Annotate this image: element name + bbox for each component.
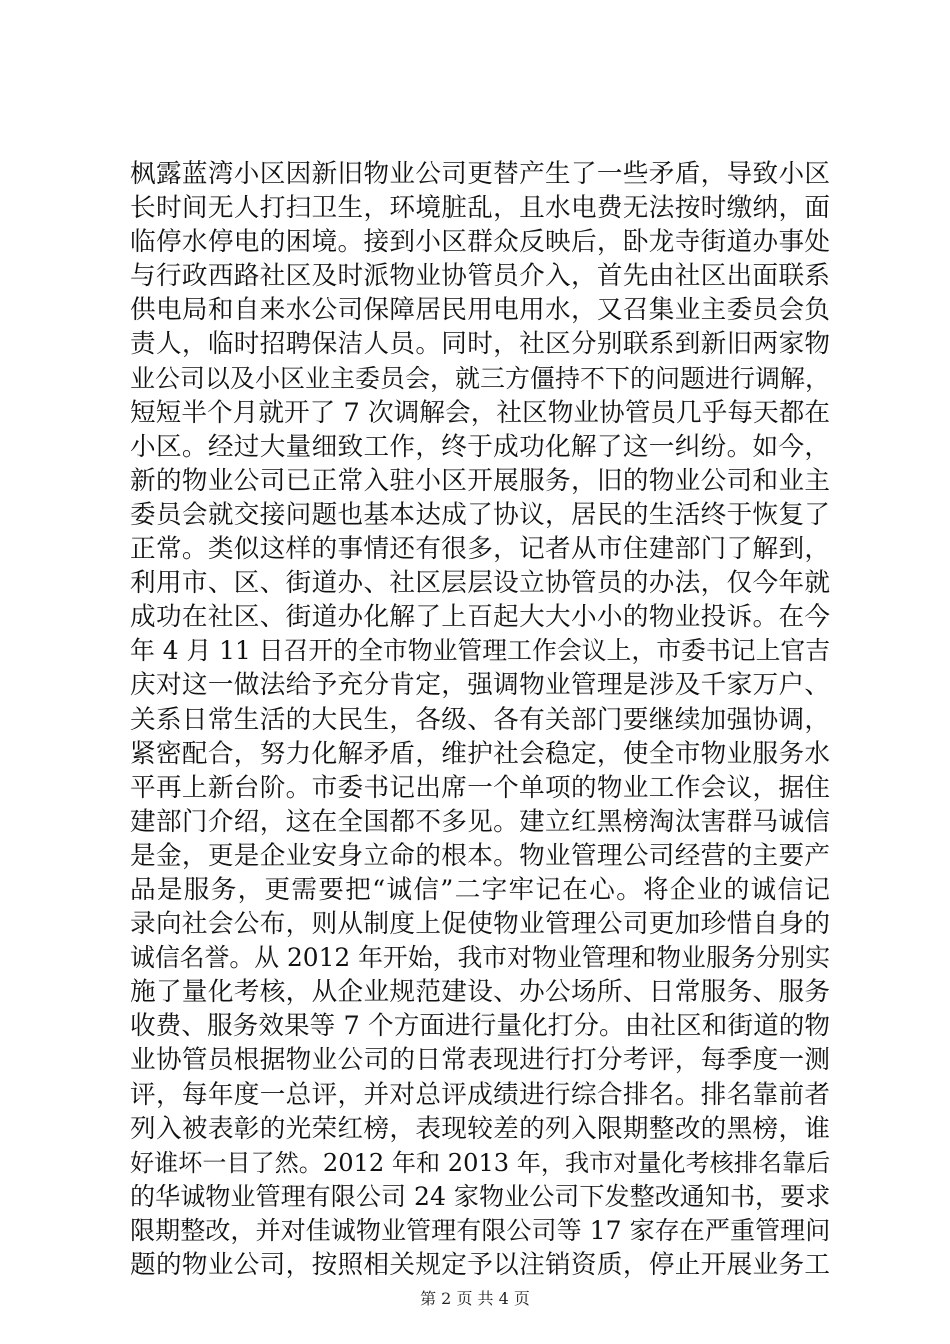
text-line: 列入被表彰的光荣红榜，表现较差的列入限期整改的黑榜，谁	[130, 1113, 830, 1144]
text-line: 品是服务，更需要把“诚信”二字牢记在心。将企业的诚信记	[130, 874, 830, 905]
text-line: 利用市、区、街道办、社区层层设立协管员的办法，仅今年就	[130, 568, 830, 599]
text-line: 正常。类似这样的事情还有很多，记者从市住建部门了解到，	[130, 534, 830, 565]
text-line: 收费、服务效果等 7 个方面进行量化打分。由社区和街道的物	[130, 1011, 830, 1042]
text-line: 短短半个月就开了 7 次调解会，社区物业协管员几乎每天都在	[130, 397, 830, 428]
text-line: 录向社会公布，则从制度上促使物业管理公司更加珍惜自身的	[130, 909, 830, 940]
text-line: 长时间无人打扫卫生，环境脏乱，且水电费无法按时缴纳，面	[130, 193, 830, 224]
text-line: 枫露蓝湾小区因新旧物业公司更替产生了一些矛盾，导致小区	[130, 159, 830, 189]
text-line: 成功在社区、街道办化解了上百起大大小小的物业投诉。在今	[130, 602, 830, 633]
text-line: 紧密配合，努力化解矛盾，维护社会稳定，使全市物业服务水	[130, 738, 830, 769]
text-line: 好谁坏一目了然。2012 年和 2013 年，我市对量化考核排名靠后	[130, 1148, 831, 1177]
text-line: 与行政西路社区及时派物业协管员介入，首先由社区出面联系	[130, 261, 830, 292]
text-line: 供电局和自来水公司保障居民用电用水，又召集业主委员会负	[130, 295, 830, 326]
text-line: 关系日常生活的大民生，各级、各有关部门要继续加强协调，	[130, 704, 830, 735]
text-line: 限期整改，并对佳诚物业管理有限公司等 17 家存在严重管理问	[130, 1215, 831, 1245]
text-line: 平再上新台阶。市委书记出席一个单项的物业工作会议，据住	[130, 772, 830, 803]
text-line: 庆对这一做法给予充分肯定，强调物业管理是涉及千家万户、	[130, 670, 830, 701]
text-line: 责人，临时招聘保洁人员。同时，社区分别联系到新旧两家物	[130, 329, 830, 360]
text-line: 题的物业公司，按照相关规定予以注销资质，停止开展业务工	[130, 1250, 830, 1280]
page-footer: 第 2 页 共 4 页	[420, 1289, 530, 1308]
text-line: 的华诚物业管理有限公司 24 家物业公司下发整改通知书，要求	[130, 1181, 831, 1211]
text-line: 业公司以及小区业主委员会，就三方僵持不下的问题进行调解，	[130, 363, 830, 393]
text-line: 委员会就交接问题也基本达成了协议，居民的生活终于恢复了	[130, 499, 830, 530]
text-line: 建部门介绍，这在全国都不多见。建立红黑榜淘汰害群马诚信	[130, 806, 830, 837]
text-line: 诚信名誉。从 2012 年开始，我市对物业管理和物业服务分别实	[130, 943, 831, 973]
text-line: 年 4 月 11 日召开的全市物业管理工作会议上，市委书记上官吉	[130, 636, 831, 666]
text-line: 业协管员根据物业公司的日常表现进行打分考评，每季度一测	[130, 1045, 830, 1076]
body-text	[130, 157, 830, 1282]
text-line: 是金，更是企业安身立命的根本。物业管理公司经营的主要产	[130, 840, 830, 871]
text-line: 评，每年度一总评，并对总评成绩进行综合排名。排名靠前者	[130, 1079, 830, 1110]
text-line: 临停水停电的困境。接到小区群众反映后，卧龙寺街道办事处	[130, 227, 830, 258]
text-line: 小区。经过大量细致工作，终于成功化解了这一纠纷。如今，	[130, 431, 830, 462]
text-line: 施了量化考核，从企业规范建设、办公场所、日常服务、服务	[130, 977, 830, 1008]
text-line: 新的物业公司已正常入驻小区开展服务，旧的物业公司和业主	[130, 465, 830, 496]
